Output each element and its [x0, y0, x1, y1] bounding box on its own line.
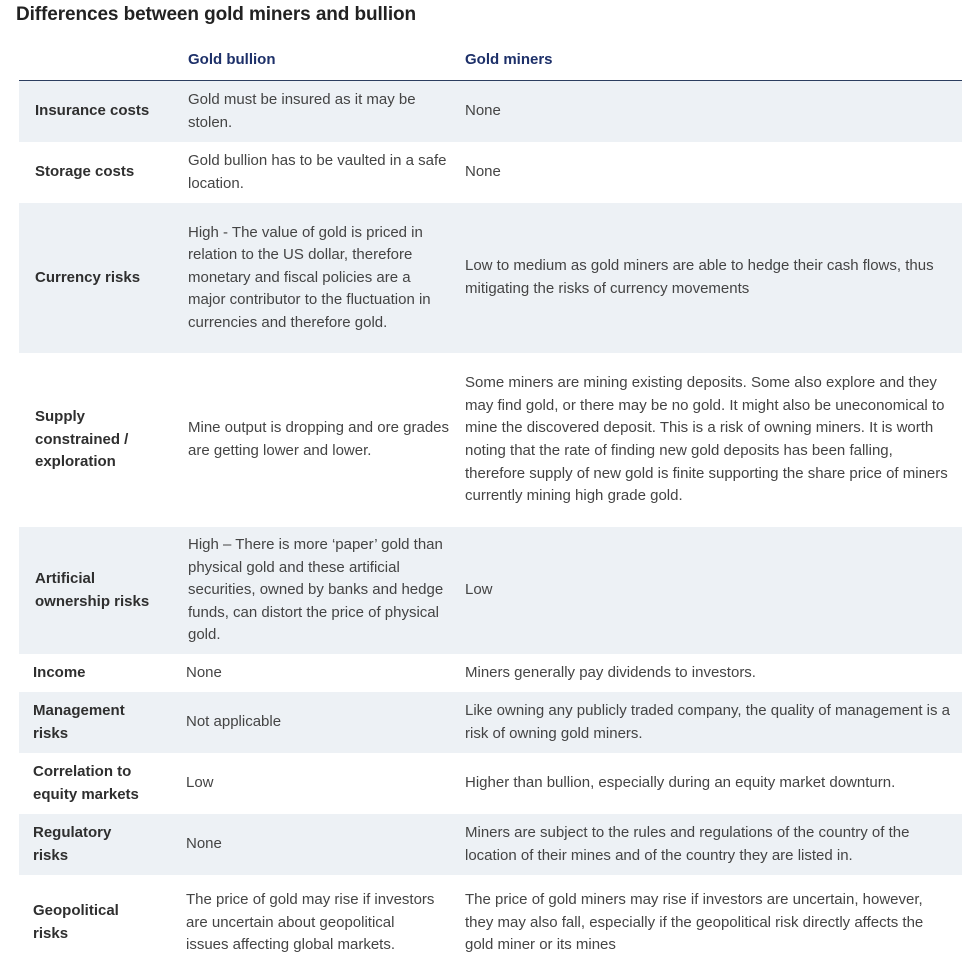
- row-label: Insurance costs: [35, 102, 150, 120]
- bullion-cell: The price of gold may rise if investors are uncertain about geopolitical issues affecting global markets.: [186, 891, 435, 954]
- miners-cell: The price of gold miners may rise if investors are uncertain, however, they may also fall, especially if the geopolitical risk directly affects the gold miner or its mines: [465, 891, 924, 954]
- row-label: Storage costs: [35, 163, 135, 181]
- table-row: [19, 654, 962, 692]
- row-label: Geopolitical risks: [33, 902, 119, 942]
- table-row: [19, 353, 962, 527]
- miners-cell: Higher than bullion, especially during an equity market downturn.: [465, 774, 896, 792]
- miners-cell: Like owning any publicly traded company, the quality of management is a risk of owning gold miners.: [465, 701, 951, 742]
- table-row: [19, 142, 962, 203]
- row-label: Supply constrained / exploration: [35, 408, 129, 471]
- table-row: [19, 814, 962, 875]
- miners-cell: Some miners are mining existing deposits. Some also explore and they may find gold, or there may be no gold. It might also be uneconomical to mine the discovered deposit. This is a risk of owning miners. It is worth noting that the rate of finding new gold deposits has been falling, therefore supply of new gold is finite supporting the share price of miners currently mining high grade gold.: [465, 374, 948, 505]
- header-gold-miners: Gold miners: [465, 51, 553, 68]
- bullion-cell: None: [186, 835, 222, 853]
- table-row: [19, 527, 962, 654]
- row-label: Artificial ownership risks: [35, 569, 150, 610]
- table-header: [19, 43, 962, 81]
- page-title: Differences between gold miners and bullion: [16, 4, 417, 25]
- comparison-table: [19, 43, 962, 971]
- header-gold-bullion: Gold bullion: [188, 51, 276, 68]
- miners-cell: None: [465, 163, 501, 181]
- row-label: Currency risks: [35, 268, 141, 286]
- miners-cell: Low: [465, 581, 493, 599]
- bullion-cell: High - The value of gold is priced in relation to the US dollar, therefore monetary and fiscal policies are a major contributor to the fluctuation in currencies and therefore gold.: [188, 223, 431, 331]
- row-label: Regulatory risks: [33, 823, 112, 864]
- bullion-cell: Gold bullion has to be vaulted in a safe location.: [188, 151, 447, 192]
- miners-cell: Low to medium as gold miners are able to hedge their cash flows, thus mitigating the risks of currency movements: [465, 257, 934, 297]
- bullion-cell: Gold must be insured as it may be stolen.: [188, 90, 416, 131]
- bullion-cell: Low: [186, 774, 214, 792]
- table-row: [19, 203, 962, 353]
- bullion-cell: None: [186, 663, 222, 681]
- table-row: [19, 875, 962, 971]
- bullion-cell: Not applicable: [186, 713, 282, 731]
- table-row: [19, 692, 962, 753]
- miners-cell: Miners generally pay dividends to investors.: [465, 663, 756, 681]
- row-label: Correlation to equity markets: [33, 762, 139, 803]
- miners-cell: None: [465, 102, 501, 120]
- table-row: [19, 81, 962, 142]
- row-label: Management risks: [33, 701, 125, 742]
- bullion-cell: Mine output is dropping and ore grades are getting lower and lower.: [188, 419, 450, 459]
- miners-cell: Miners are subject to the rules and regulations of the country of the location of their mines and of the country they are listed in.: [465, 823, 910, 864]
- table-row: [19, 753, 962, 814]
- row-label: Income: [33, 663, 86, 681]
- bullion-cell: High – There is more ‘paper’ gold than physical gold and these artificial securities, owned by banks and hedge funds, can distort the price of physical gold.: [188, 536, 444, 644]
